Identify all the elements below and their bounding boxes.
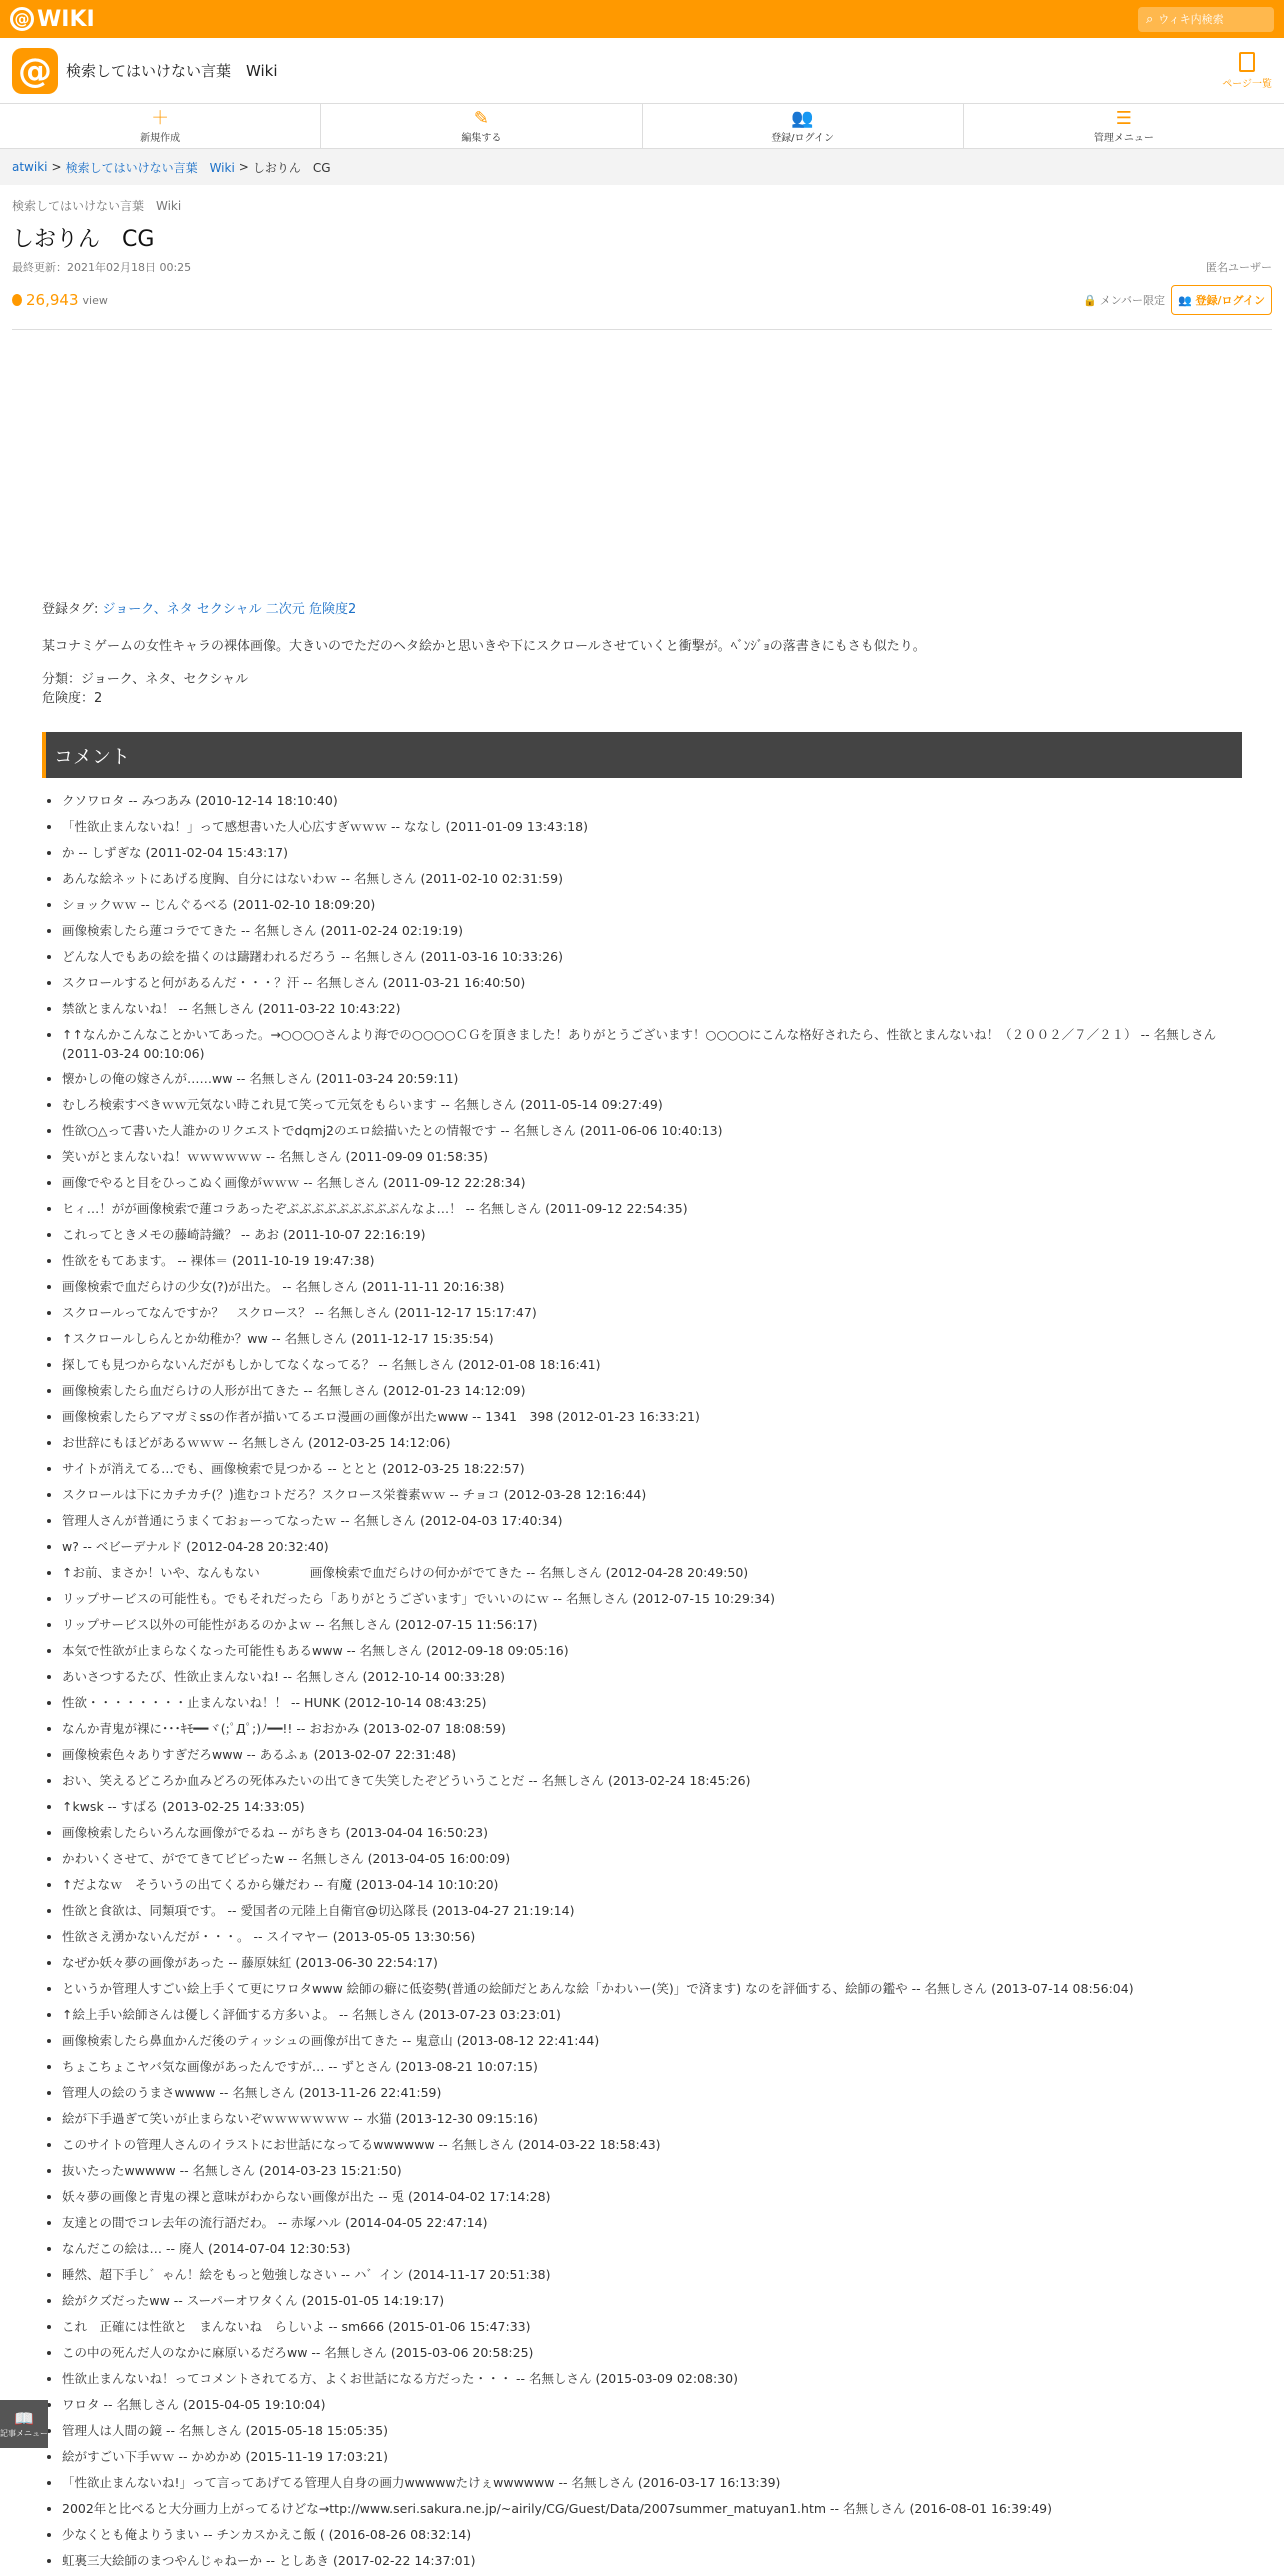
comment-item: • 笑いがとまんないね！ｗｗｗｗｗｗ -- 名無しさん (2011-09-09 01:58:35) [62,1144,1242,1170]
tag-link[interactable]: 二次元 [265,602,305,617]
comment-item: • むしろ検索すべきｗｗ元気ない時これ見て笑って元気をもらいます -- 名無しさん (2011-05-14 09:27:49) [62,1092,1242,1118]
danger-line: 危険度：2 [42,691,103,706]
comment-item: • 懐かしの俺の嫁さんが……ww -- 名無しさん (2011-03-24 20:59:11) [62,1066,1242,1092]
comment-item: • サイトが消えてる…でも、画像検索で見つかる -- ととと (2012-03-25 18:22:57) [62,1456,1242,1482]
comment-item: • ショックｗｗ -- じんぐるべる (2011-02-10 18:09:20) [62,892,1242,918]
breadcrumb-site-link[interactable]: 検索してはいけない言葉 Wiki [65,160,235,175]
comment-item: • 画像でやると目をひっこぬく画像がｗｗｗ -- 名無しさん (2011-09-12 22:28:34) [62,1170,1242,1196]
edit-button[interactable] [321,104,642,148]
comment-item: • 絵が下手過ぎて笑いが止まらないぞｗｗｗｗｗｗｗ -- 水猫 (2013-12-30 09:15:16) [62,2106,1242,2132]
comment-item: • 絵がすごい下手ｗｗ -- かめかめ (2015-11-19 17:03:21) [62,2444,1242,2470]
comment-item: • ↑絵上手い絵師さんは優しく評価する方多いよ。 -- 名無しさん (2013-07-23 03:23:01) [62,2002,1242,2028]
member-only-label: メンバー限定 [1099,294,1165,307]
comment-item: • 友達との間でコレ去年の流行語だわ。 -- 赤塚ハル (2014-04-05 22:47:14) [62,2210,1242,2236]
last-updated: 最終更新：2021年02月18日 00:25 [12,261,192,274]
comment-item: • クソワロタ -- みつあみ (2010-12-14 18:10:40) [62,788,1242,814]
site-header [0,38,1284,104]
comment-item: • 性欲止まんないね！ってコメントされてる方、よくお世話になる方だった・・・ -- 名無しさん (2015-03-09 02:08:30) [62,2366,1242,2392]
document-icon [1239,52,1255,72]
site-label: 検索してはいけない言葉 Wiki [12,199,182,213]
comment-item: • あんな絵ネットにあげる度胸、自分にはないわｗ -- 名無しさん (2011-02-10 02:31:59) [62,866,1242,892]
page-title: しおりん CG [12,227,155,252]
atwiki-logo[interactable] [10,7,95,32]
comment-item: • 探しても見つからないんだがもしかしてなくなってる？ -- 名無しさん (2012-01-08 18:16:41) [62,1352,1242,1378]
register-login-button[interactable] [643,104,964,148]
menu-label: 編集する [461,132,502,144]
menu-label: 登録/ログイン [771,132,835,144]
comment-item: • 睡然、超下手し゛ゃん！絵をもっと勉強しなさい -- ハ゛イン (2014-11-17 20:51:38) [62,2262,1242,2288]
comment-item: • ↑お前、まさか！いや、なんもない 画像検索で血だらけの何かがでてきた -- 名無しさん (2012-04-28 20:49:50) [62,1560,1242,1586]
page-list-button[interactable] [1222,52,1272,90]
search-icon: ⌕ [1146,11,1154,27]
comment-item: • ヒィ…！がが画像検索で蓮コラあったぞぶぶぶぶぶぶぶぶぶんなよ…！ -- 名無しさん (2011-09-12 22:54:35) [62,1196,1242,1222]
comment-item: • 画像検索したらアマガミssの作者が描いてるエロ漫画の画像が出たwww -- 1341 398 (2012-01-23 16:33:21) [62,1404,1242,1430]
add-user-icon: 👥 [1177,294,1192,307]
comment-item: • 少なくとも俺よりうまい -- チンカスかえこ飯 ( (2016-08-26 08:32:14) [62,2522,1242,2548]
comment-item: • これ 正確には性欲と まんないね らしいよ -- sm666 (2015-01-06 15:47:33) [62,2314,1242,2340]
comment-item: • ワロタ -- 名無しさん (2015-04-05 19:10:04) [62,2392,1242,2418]
comment-item: • なんか青鬼が裸に･･･ｷﾓ━━ヾ(;ﾟДﾟ;)ﾉ━━!! -- おおかみ (2013-02-07 18:08:59) [62,1716,1242,1742]
comment-item: • 性欲さえ湧かないんだが・・・。 -- スイマヤー (2013-05-05 13:30:56) [62,1924,1242,1950]
classification [42,670,1242,708]
comment-item: • リップサービスの可能性も。でもそれだったら「ありがとうございます」でいいのにｗ -- 名無しさん (2012-07-15 10:29:34) [62,1586,1242,1612]
breadcrumb-current: しおりん CG [252,160,331,175]
comment-item: • 画像検索したら血だらけの人形が出てきた -- 名無しさん (2012-01-23 14:12:09) [62,1378,1242,1404]
comment-item: • 抜いたったwwwww -- 名無しさん (2014-03-23 15:21:50) [62,2158,1242,2184]
menu-bar [0,104,1284,149]
page-meta [12,259,1272,275]
tag-link[interactable]: ジョーク、ネタ [102,602,193,617]
top-bar [0,0,1284,38]
page-list-label: ページ一覧 [1222,78,1272,90]
page-header [0,185,1284,330]
comment-item: • 性欲と食欲は、同類項です。 -- 愛国者の元陸上自衛官@切込隊長 (2013-04-27 21:19:14) [62,1898,1242,1924]
article-content [0,598,1284,2574]
comment-item: • なんだこの絵は… -- 廃人 (2014-07-04 12:30:53) [62,2236,1242,2262]
at-icon: @ [10,7,34,31]
view-row [12,285,1272,330]
comment-item: • どんな人でもあの絵を描くのは躊躇われるだろう -- 名無しさん (2011-03-16 10:33:26) [62,944,1242,970]
auth-area [1083,285,1272,315]
breadcrumb-root-link[interactable]: atwiki [12,160,48,174]
comment-item: • 画像検索したら蓮コラでてきた -- 名無しさん (2011-02-24 02:19:19) [62,918,1242,944]
comment-item: • このサイトの管理人さんのイラストにお世話になってるwwwwww -- 名無しさん (2014-03-22 18:58:43) [62,2132,1242,2158]
comment-item: • リップサービス以外の可能性があるのかよｗ -- 名無しさん (2012-07-15 11:56:17) [62,1612,1242,1638]
comment-item: • ↑スクロールしらんとか幼稚か？ww -- 名無しさん (2011-12-17 15:35:54) [62,1326,1242,1352]
comment-item: • なぜか妖々夢の画像があった -- 藤原妹紅 (2013-06-30 22:54:17) [62,1950,1242,1976]
breadcrumb-separator: > [51,160,62,174]
site-logo-icon[interactable]: @ [12,48,58,94]
comment-item: • 性欲をもてあます。 -- 裸体＝ (2011-10-19 19:47:38) [62,1248,1242,1274]
pencil-icon: ✎ [473,107,489,129]
comment-item: • 性欲・・・・・・・・止まんないね！！ -- HUNK (2012-10-14 08:43:25) [62,1690,1242,1716]
new-page-button[interactable] [0,104,321,148]
comment-item: • w? -- ベビーデナルド (2012-04-28 20:32:40) [62,1534,1242,1560]
comment-item: • 妖々夢の画像と青鬼の裸と意味がわからない画像が出た -- 兎 (2014-04-02 17:14:28) [62,2184,1242,2210]
comment-item: • かわいくさせて、がでてきてビビったw -- 名無しさん (2013-04-05 16:00:09) [62,1846,1242,1872]
comment-item: • スクロールは下にカチカチ(？)進むコトだろ？スクロース栄養素ｗｗ -- チョコ (2012-03-28 12:16:44) [62,1482,1242,1508]
comment-item: • 禁欲とまんないね！ -- 名無しさん (2011-03-22 10:43:22) [62,996,1242,1022]
comment-item: • 管理人さんが普通にうまくておぉーってなったｗ -- 名無しさん (2012-04-03 17:40:34) [62,1508,1242,1534]
comment-list [42,788,1242,2574]
view-count: 26,943 [26,291,79,309]
logo-text: WIKI [37,6,95,32]
comment-item: • 「性欲止まんないね！」って感想書いた人心広すぎｗｗｗ -- ななし (2011-01-09 13:43:18) [62,814,1242,840]
comment-item: • 2002年と比べると大分画力上がってるけどな→ttp://www.seri.sakura.ne.jp/~airily/CG/Guest/Data/2007summer_matuyan1.htm -- 名無しさん (2016-08-01 16:39:49) [62,2496,1242,2522]
editor-name: 匿名ユーザー [1206,261,1272,274]
comment-item: • 性欲○△って書いた人誰かのリクエストでdqmj2のエロ絵描いたとの情報です -- 名無しさん (2011-06-06 10:40:13) [62,1118,1242,1144]
comment-item: • 「性欲止まんないね!」って言ってあげてる管理人自身の画力wwwwwたけぇwwwwww -- 名無しさん (2016-03-17 16:13:39) [62,2470,1242,2496]
breadcrumb-separator: > [238,160,249,174]
comment-item: • ↑↑なんかこんなことかいてあった。→○○○○さんより海での○○○○ＣＧを頂きました！ありがとうございます！○○○○にこんな格好されたら、性欲とまんないね！（２００２／７／２１） -- 名無しさん (2011-03-24 00:10:06) [62,1022,1242,1066]
comment-item: • スクロールってなんですか？ スクロース？ -- 名無しさん (2011-12-17 15:17:47) [62,1300,1242,1326]
category-line: 分類：ジョーク、ネタ、セクシャル [42,672,249,687]
search-placeholder: ウィキ内検索 [1158,13,1224,26]
menu-label: 新規作成 [140,132,181,144]
comment-item: • 本気で性欲が止まらなくなった可能性もあるwww -- 名無しさん (2012-09-18 09:05:16) [62,1638,1242,1664]
medal-icon [12,294,22,306]
comment-item: • 虹裏三大絵師のまつやんじゃねーか -- としあき (2017-02-22 14:37:01) [62,2548,1242,2574]
breadcrumb [0,149,1284,185]
comment-item: • 管理人の絵のうまさwwww -- 名無しさん (2013-11-26 22:41:59) [62,2080,1242,2106]
comment-item: • か -- しずぎな (2011-02-04 15:43:17) [62,840,1242,866]
comment-item: • スクロールすると何があるんだ・・・？汗 -- 名無しさん (2011-03-21 16:40:50) [62,970,1242,996]
comment-item: • 管理人は人間の鏡 -- 名無しさん (2015-05-18 15:05:35) [62,2418,1242,2444]
comment-item: • あいさつするたび、性欲止まんないね! -- 名無しさん (2012-10-14 00:33:28) [62,1664,1242,1690]
article-menu-label: 記事メニュー [0,2429,48,2438]
lock-icon: 🔒 [1083,293,1097,307]
article-menu-button[interactable] [0,2400,48,2448]
comment-item: • ↑だよなｗ そういうの出てくるから嫌だわ -- 有魔 (2013-04-14 10:10:20) [62,1872,1242,1898]
comment-item: • この中の死んだ人のなかに麻原いるだろww -- 名無しさん (2015-03-06 20:58:25) [62,2340,1242,2366]
site-name[interactable]: 検索してはいけない言葉 Wiki [66,62,278,80]
comment-heading: コメント [42,732,1242,778]
login-button[interactable] [1171,285,1272,315]
comment-item: • ↑kwsk -- すばる (2013-02-25 14:33:05) [62,1794,1242,1820]
settings-icon: ☰ [1115,107,1132,129]
tags-label: 登録タグ: [42,602,99,617]
login-button-label: 登録/ログイン [1195,294,1265,307]
comment-item: • これってときメモの藤崎詩織？ -- あお (2011-10-07 22:16:19) [62,1222,1242,1248]
add-user-icon: 👥 [791,107,814,129]
comment-item: • 画像検索で血だらけの少女(?)が出た。 -- 名無しさん (2011-11-11 20:16:38) [62,1274,1242,1300]
comment-item: • 画像検索したら鼻血かんだ後のティッシュの画像が出てきた -- 鬼意山 (2013-08-12 22:41:44) [62,2028,1242,2054]
view-counter [12,291,108,309]
tag-list [42,598,1242,617]
plus-icon: ＋ [151,107,170,129]
menu-label: 管理メニュー [1093,132,1154,144]
view-label: view [82,293,108,307]
comment-item: • 画像検索したらいろんな画像がでるね -- がちきち (2013-04-04 16:50:23) [62,1820,1242,1846]
tag-link[interactable]: 危険度2 [308,602,357,617]
book-icon: 📖 [14,2409,34,2428]
admin-menu-button[interactable] [964,104,1284,148]
comment-item: • 画像検索色々ありすぎだろwww -- あるふぁ (2013-02-07 22:31:48) [62,1742,1242,1768]
article-description: 某コナミゲームの女性キャラの裸体画像。大きいのでただのヘタ絵かと思いきや下にスクロールさせていくと衝撃が。ﾍﾞﾝｼﾞｮの落書きにもさも似たり。 [42,639,926,654]
comment-item: • というか管理人すごい絵上手くて更にワロタwww 絵師の癖に低姿勢(普通の絵師だとあんな絵「かわいー(笑)」で済ます) なのを評価する、絵師の鑑や -- 名無しさん (2013-07-14 08:56:04) [62,1976,1242,2002]
comment-item: • 絵がクズだったww -- スーパーオワタくん (2015-01-05 14:19:17) [62,2288,1242,2314]
comment-item: • お世辞にもほどがあるｗｗｗ -- 名無しさん (2012-03-25 14:12:06) [62,1430,1242,1456]
search-input[interactable] [1138,7,1274,32]
comment-item: • ちょこちょこヤバ気な画像があったんですが… -- ずとさん (2013-08-21 10:07:15) [62,2054,1242,2080]
comment-item: • おい、笑えるどころか血みどろの死体みたいの出てきて失笑したぞどういうことだ -- 名無しさん (2013-02-24 18:45:26) [62,1768,1242,1794]
tag-link[interactable]: セクシャル [196,602,262,617]
